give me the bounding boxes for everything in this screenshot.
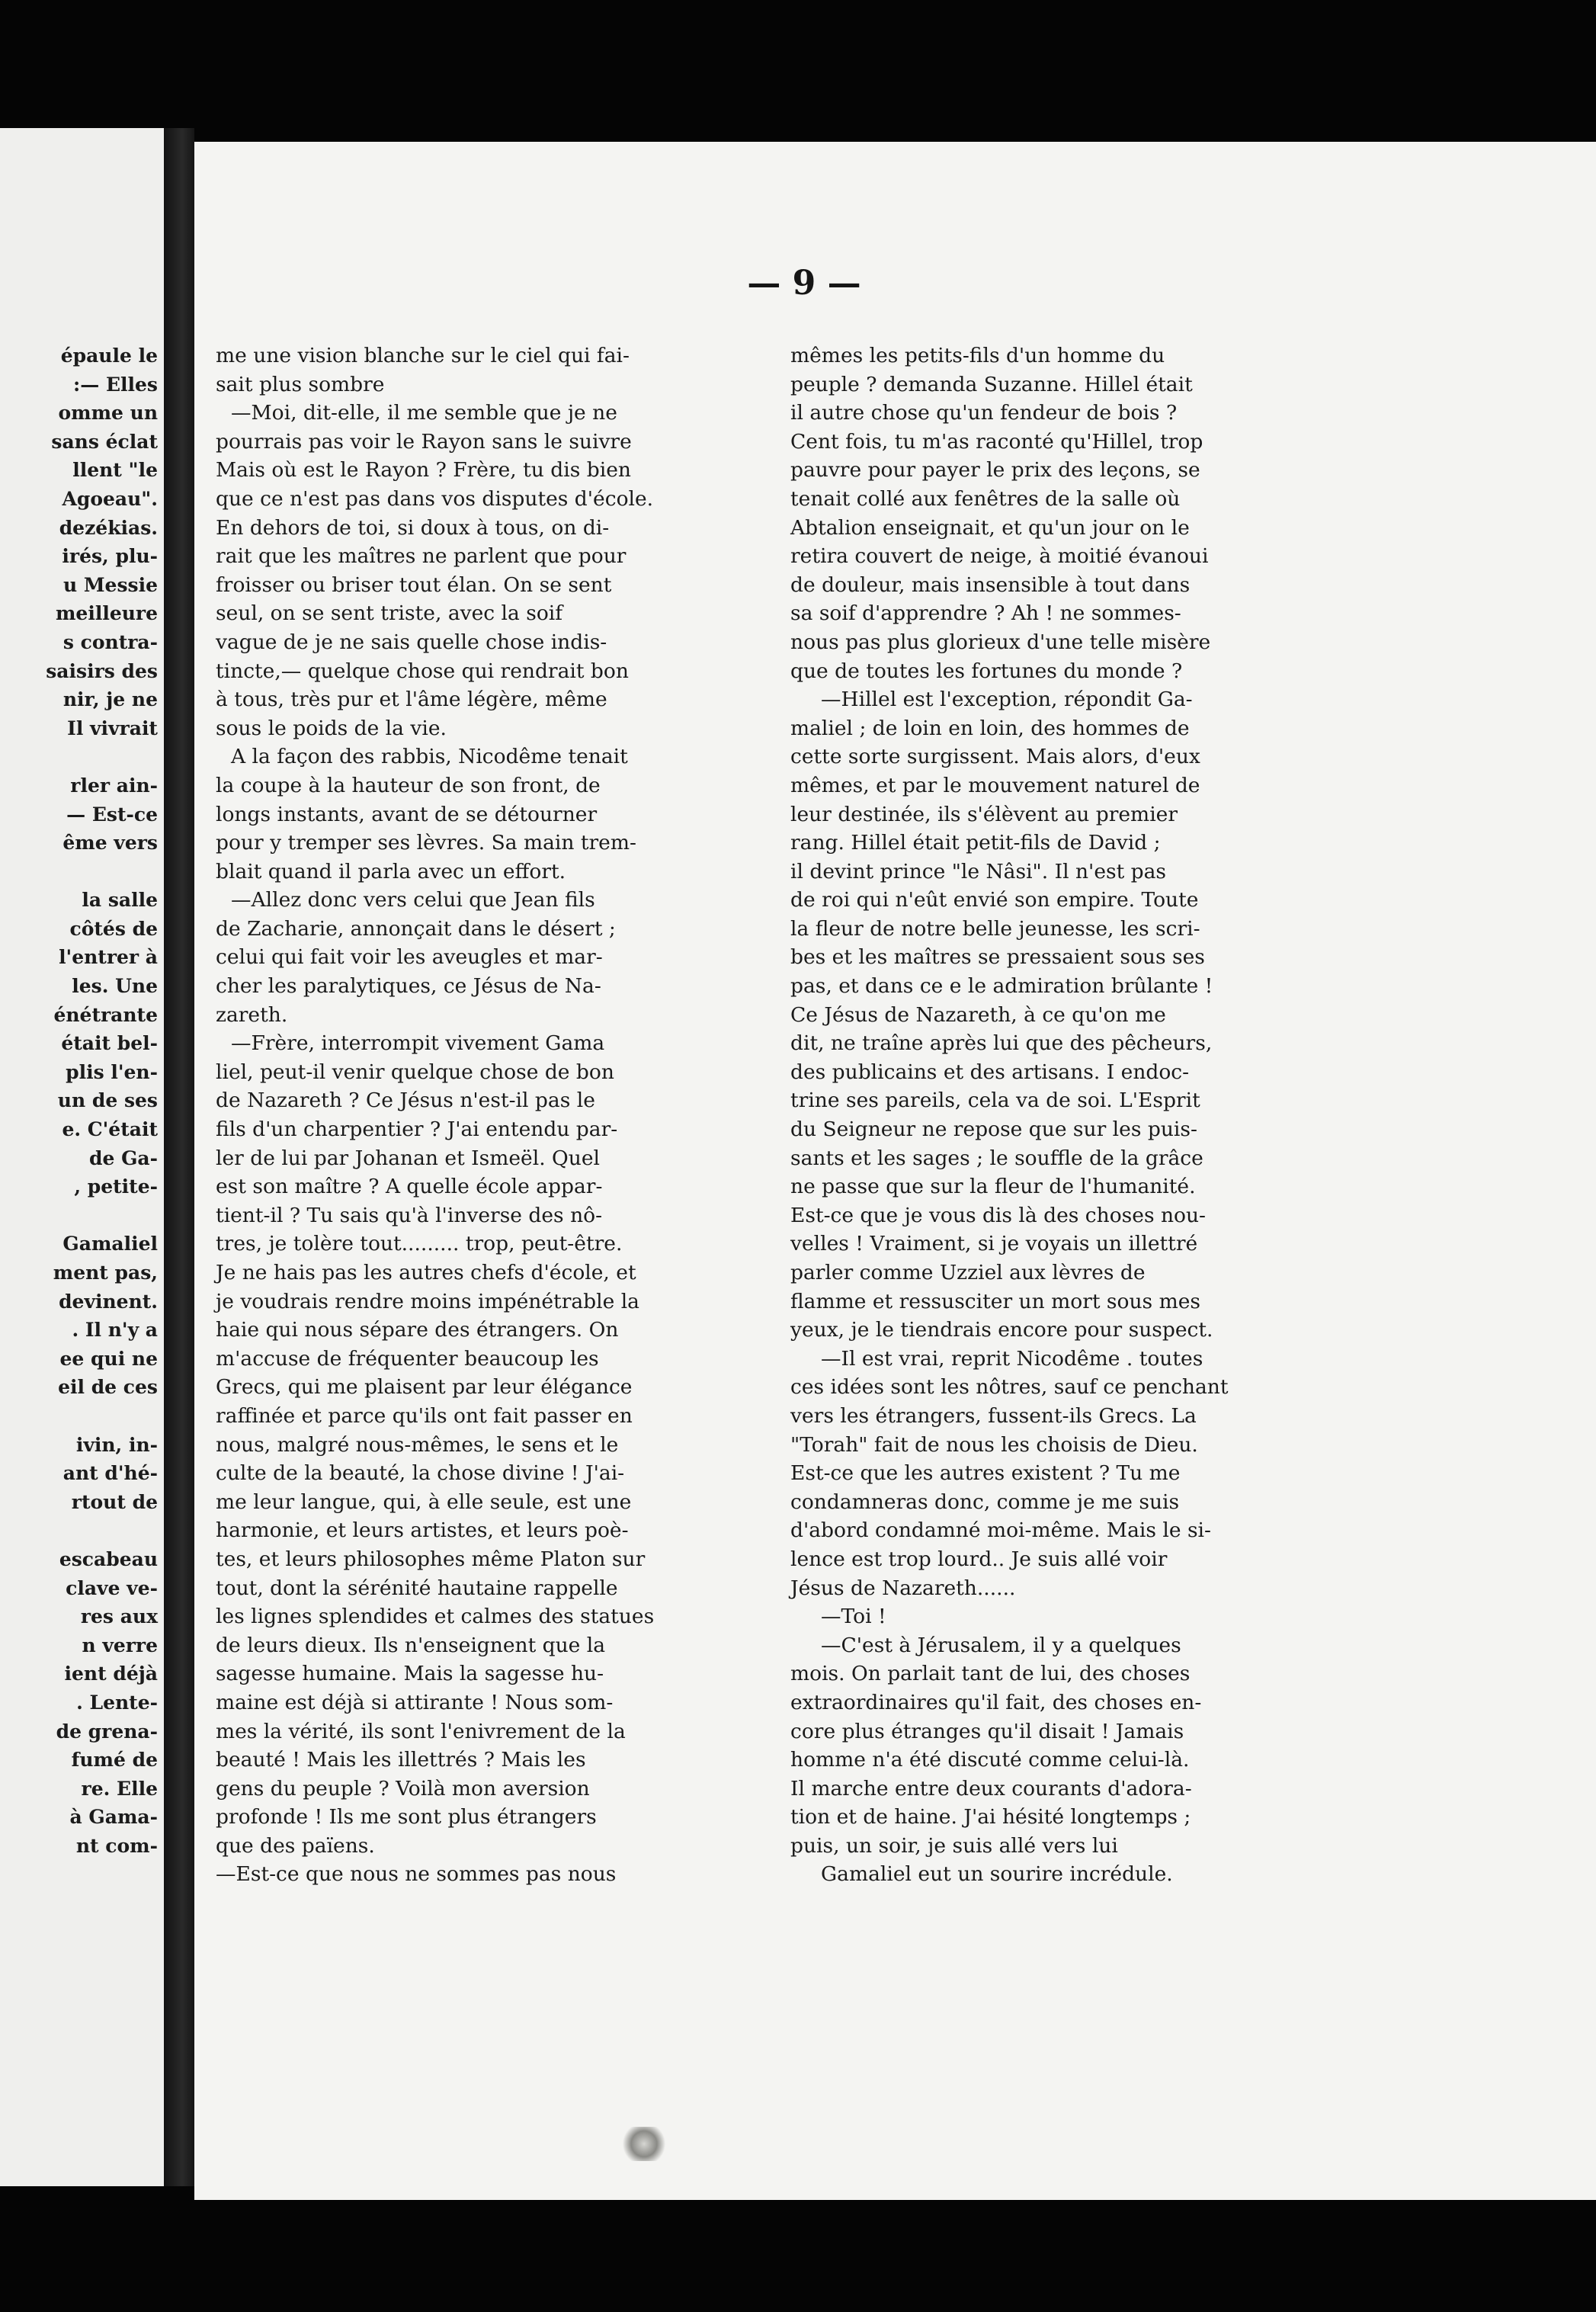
previous-page-fragment: [0, 128, 164, 2186]
previous-page-line: ment pas,: [53, 1262, 158, 1284]
previous-page-line: . Lente-: [76, 1691, 158, 1714]
previous-page-line: — Est-ce: [66, 803, 158, 826]
previous-page-line: Agoeau".: [62, 487, 158, 510]
previous-page-line: un de ses: [57, 1089, 158, 1112]
previous-page-line: ivin, in-: [75, 1433, 158, 1456]
previous-page-line: meilleure: [55, 602, 158, 625]
previous-page-line: [0, 742, 158, 771]
left-column: [216, 342, 742, 1889]
previous-page-line: eil de ces: [58, 1376, 158, 1399]
previous-page-text: [0, 342, 158, 1860]
right-column: [790, 342, 1328, 1889]
previous-page-line: llent "le: [72, 459, 158, 482]
previous-page-line: Il vivrait: [67, 717, 158, 739]
previous-page-line: [0, 1516, 158, 1545]
scan-artifact: [621, 2127, 667, 2161]
previous-page-line: était bel-: [61, 1032, 158, 1055]
previous-page-line: ient déjà: [64, 1663, 158, 1685]
previous-page-line: la salle: [82, 889, 158, 912]
paragraph: —Moi, dit-elle, il me semble que je ne pourrais pas voir le Rayon sans le suivre Mais où est le Rayon ? Frère, tu dis bien que ce n'est pas dans vos disputes d'école. En dehors de toi, si doux à tous, on di- rait que les maîtres ne parlent que pour froisser ou briser tout élan. On se sent seul, on se sent triste, avec la soif vague de je ne sais quelle chose indis- tincte,— quelque chose qui rendrait bon à tous, très pur et l'âme légère, même sous le poids de la vie.: [216, 401, 654, 740]
previous-page-line: e. C'était: [62, 1118, 158, 1141]
book-page: [194, 142, 1596, 2200]
previous-page-line: [0, 858, 158, 887]
previous-page-line: les. Une: [72, 975, 158, 998]
previous-page-line: res aux: [80, 1605, 158, 1628]
previous-page-line: devinent.: [59, 1290, 158, 1313]
previous-page-line: côtés de: [69, 917, 158, 940]
paragraph: —Hillel est l'exception, répondit Ga- maliel ; de loin en loin, des hommes de cette sorte surgissent. Mais alors, d'eux mêmes, et par le mouvement naturel de leur destinée, ils s'élèvent au premier rang. Hillel était petit-fils de David ; il devint prince "le Nâsi". Il n'est pas de roi qui n'eût envié son empire. Toute la fleur de notre belle jeunesse, les scri- bes et les maîtres se pressaient sous ses pas, et dans ce e le admiration brûlante ! Ce Jésus de Nazareth, à ce qu'on me dit, ne traîne après lui que des pêcheurs, des publicains et des artisans. I endoc- trine ses pareils, cela va de soi. L'Esprit du Seigneur ne repose que sur les puis- sants et les sages ; le souffle de la grâce ne passe que sur la fleur de l'humanité. Est-ce que je vous dis là des choses nou- velles ! Vraiment, si je voyais un illettré parler comme Uzziel aux lèvres de flamme et ressusciter un mort sous mes yeux, je le tiendrais encore pour suspect.: [790, 688, 1213, 1342]
previous-page-line: s contra-: [62, 630, 158, 653]
previous-page-line: Gamaliel: [62, 1233, 158, 1255]
paragraph: —Toi !: [821, 1605, 886, 1629]
paragraph: mêmes les petits-fils d'un homme du peuple ? demanda Suzanne. Hillel était il autre chose qu'un fendeur de bois ? Cent fois, tu m'as raconté qu'Hillel, trop pauvre pour payer le prix des leçons, se tenait collé aux fenêtres de la salle où Abtalion enseignait, et qu'un jour on le retira couvert de neige, à moitié évanoui de douleur, mais insensible à tout dans sa soif d'apprendre ? Ah ! ne sommes- nous pas plus glorieux d'une telle misère que de toutes les fortunes du monde ?: [790, 344, 1211, 683]
paragraph: —C'est à Jérusalem, il y a quelques mois. On parlait tant de lui, des choses extraordinaires qu'il fait, des choses en- core plus étranges qu'il disait ! Jamais homme n'a été discuté comme celui-là. Il marche entre deux courants d'adora- tion et de haine. J'ai hésité longtemps ; puis, un soir, je suis allé vers lui: [790, 1633, 1202, 1858]
previous-page-line: [0, 1201, 158, 1230]
previous-page-line: l'entrer à: [59, 946, 158, 969]
previous-page-line: épaule le: [60, 345, 158, 367]
paragraph: —Est-ce que nous ne sommes pas nous: [216, 1862, 617, 1887]
paragraph: A la façon des rabbis, Nicodême tenait la coupe à la hauteur de son front, de longs instants, avant de se détourner pour y tremper ses lèvres. Sa main trem- blait quand il parla avec un effort.: [216, 745, 636, 883]
previous-page-line: fumé de: [71, 1749, 158, 1772]
previous-page-line: de grena-: [56, 1720, 158, 1743]
previous-page-line: [0, 1402, 158, 1431]
page-number: — 9 —: [747, 264, 861, 303]
previous-page-line: à Gama-: [69, 1806, 158, 1829]
previous-page-line: irés, plu-: [62, 545, 158, 568]
paragraph: me une vision blanche sur le ciel qui fai- sait plus sombre: [216, 344, 630, 396]
previous-page-line: nir, je ne: [62, 688, 158, 711]
previous-page-line: dezékias.: [59, 516, 158, 539]
paragraph: Gamaliel eut un sourire incrédule.: [821, 1862, 1173, 1887]
previous-page-line: ême vers: [62, 832, 158, 855]
previous-page-line: ee qui ne: [59, 1347, 158, 1370]
previous-page-line: ant d'hé-: [62, 1462, 158, 1485]
previous-page-line: sans éclat: [51, 430, 158, 453]
previous-page-line: nt com-: [75, 1834, 158, 1857]
previous-page-line: rler ain-: [70, 774, 158, 797]
previous-page-line: clave ve-: [66, 1576, 158, 1599]
previous-page-line: , petite-: [74, 1175, 158, 1198]
previous-page-line: de Ga-: [88, 1146, 158, 1169]
previous-page-line: u Messie: [62, 573, 158, 596]
previous-page-line: n verre: [82, 1634, 158, 1656]
paragraph: —Il est vrai, reprit Nicodême . toutes ces idées sont les nôtres, sauf ce penchant vers les étrangers, fussent-ils Grecs. La "Torah" fait de nous les choisis de Dieu. Est-ce que les autres existent ? Tu me condamneras donc, comme je me suis d'abord condamné moi-même. Mais le si- lence est trop lourd.. Je suis allé voir Jésus de Nazareth......: [790, 1346, 1229, 1600]
paragraph: —Allez donc vers celui que Jean fils de Zacharie, annonçait dans le désert ; celui qui fait voir les aveugles et mar- cher les paralytiques, ce Jésus de Na- zareth.: [216, 888, 616, 1027]
previous-page-line: omme un: [58, 402, 158, 425]
page-fold-gutter: [164, 128, 194, 2186]
previous-page-line: rtout de: [71, 1490, 158, 1513]
previous-page-line: saisirs des: [46, 659, 158, 682]
previous-page-line: énétrante: [53, 1003, 158, 1026]
previous-page-line: . Il n'y a: [72, 1319, 158, 1342]
previous-page-line: escabeau: [59, 1547, 158, 1570]
previous-page-line: plis l'en-: [66, 1060, 158, 1083]
previous-page-line: :— Elles: [73, 373, 158, 396]
previous-page-line: re. Elle: [81, 1777, 158, 1800]
paragraph: —Frère, interrompit vivement Gama liel, peut-il venir quelque chose de bon de Nazareth ? Ce Jésus n'est-il pas le fils d'un charpentier ? J'ai entendu par- ler de lui par Johanan et Ismeël. Quel est son maître ? A quelle école appar- tient-il ? Tu sais qu'à l'inverse des nô- tres, je tolère tout......... trop, peut-être. Je ne hais pas les autres chefs d'école, et je voudrais rendre moins impénétrable la haie qui nous sépare des étrangers. On m'accuse de fréquenter beaucoup les Grecs, qui me plaisent par leur élégance raffinée et parce qu'ils ont fait passer en nous, malgré nous-mêmes, le sens et le culte de la beauté, la chose divine ! J'ai- me leur langue, qui, à elle seule, est une harmonie, et leurs artistes, et leurs poè- tes, et leurs philosophes même Platon sur tout, dont la sérénité hautaine rappelle les lignes splendides et calmes des statues de leurs dieux. Ils n'enseignent que la sagesse humaine. Mais la sagesse hu- maine est déjà si attirante ! Nous som- mes la vérité, ils sont l'enivrement de la beauté ! Mais les illettrés ? Mais les gens du peuple ? Voilà mon aversion profonde ! Ils me sont plus étrangers que des païens.: [216, 1031, 655, 1858]
